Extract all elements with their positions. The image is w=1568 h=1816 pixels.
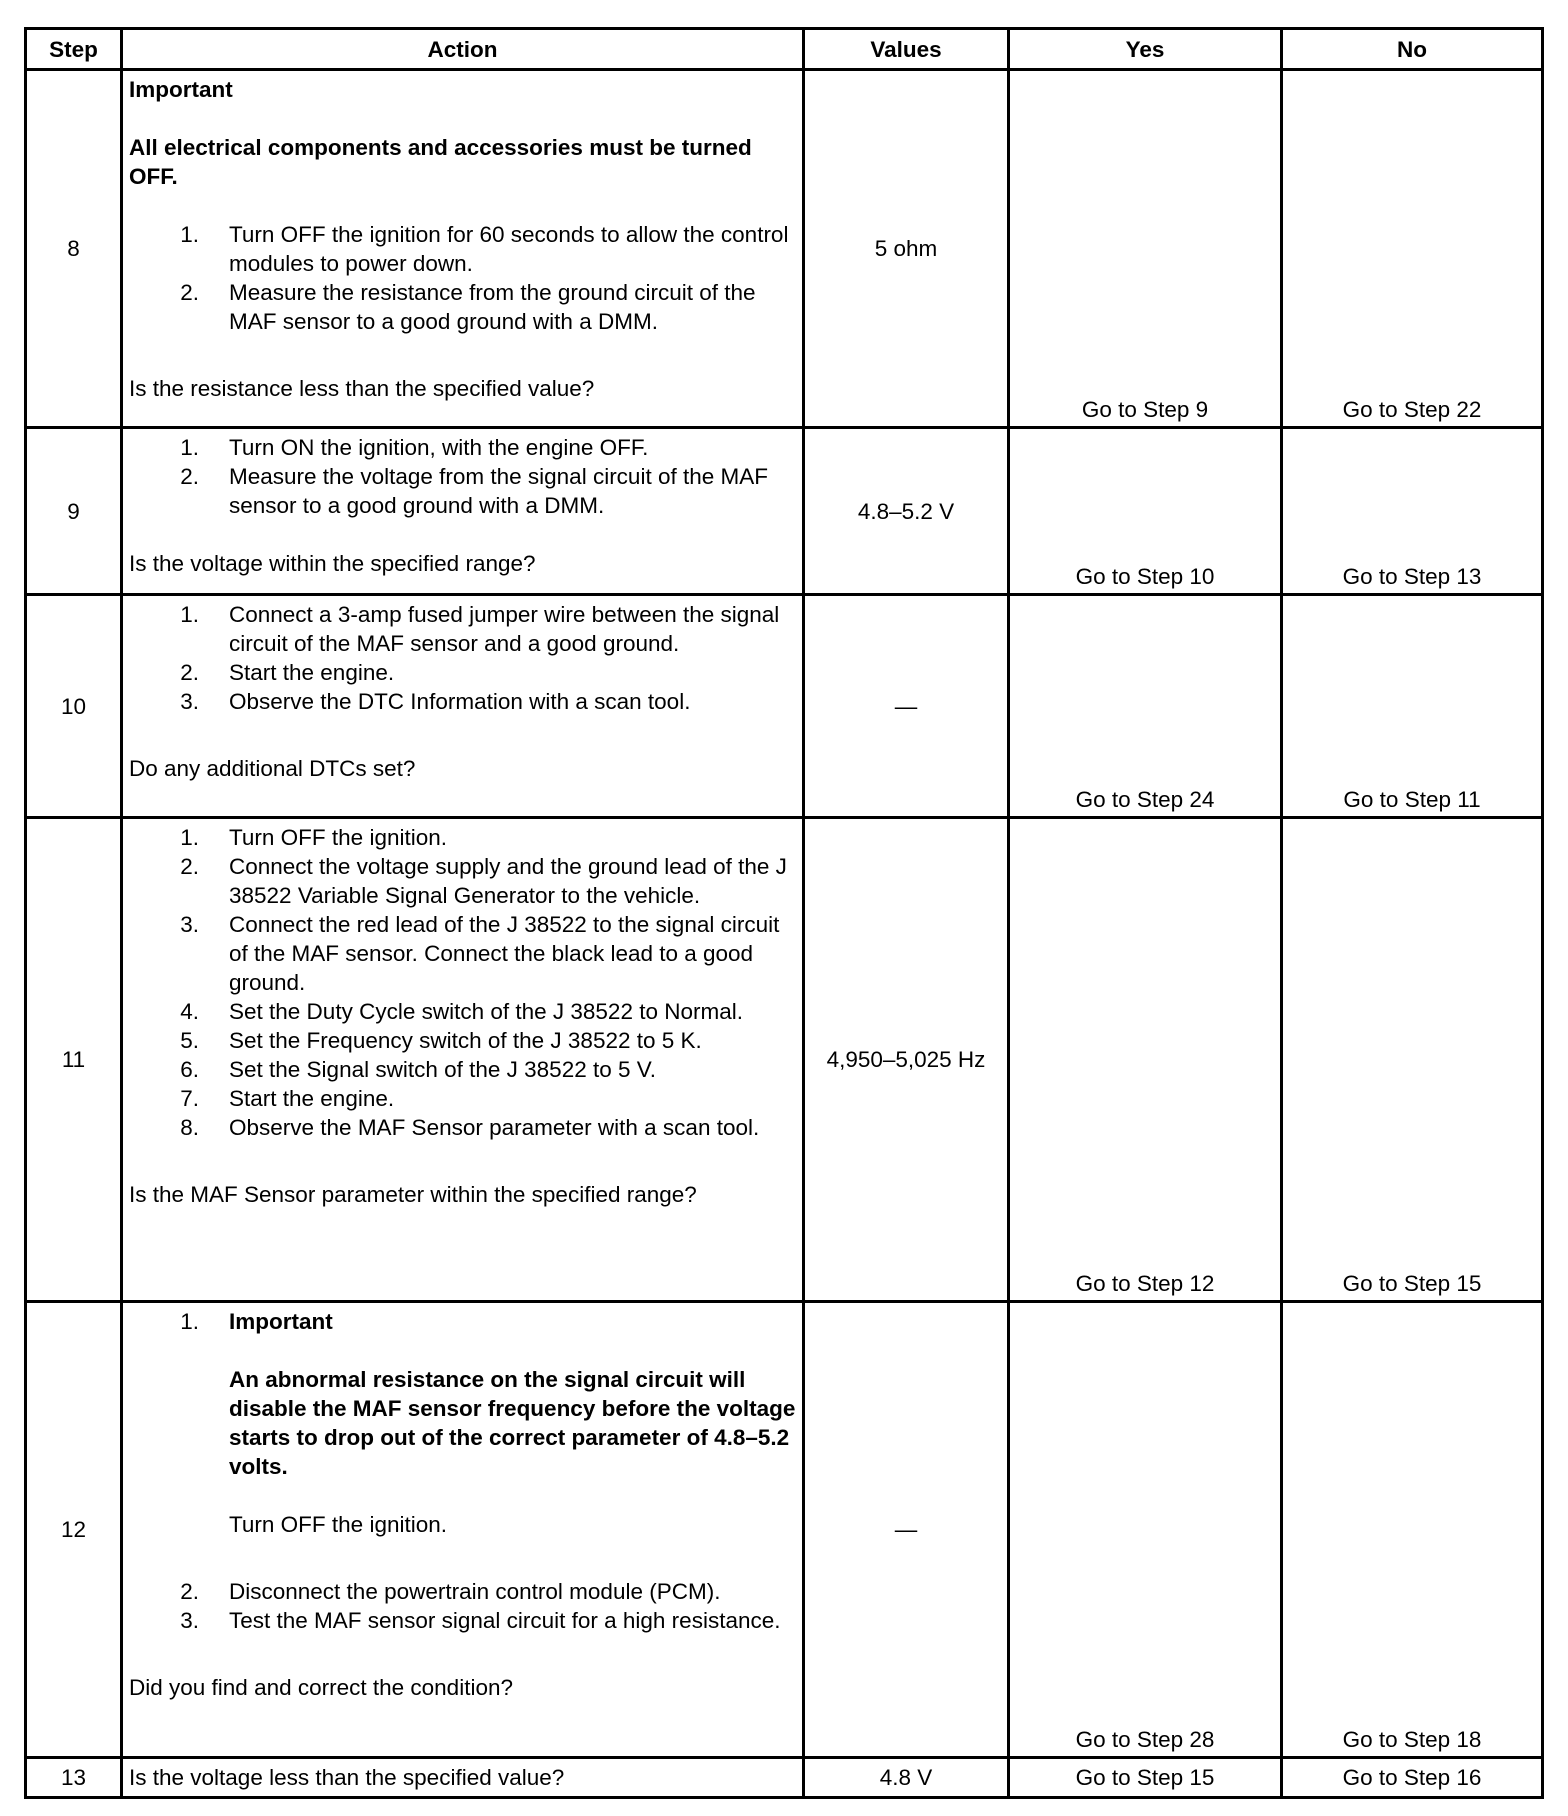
list-item <box>129 1026 796 1055</box>
value-cell: 5 ohm <box>804 70 1009 428</box>
item-number: 1. <box>180 1309 199 1334</box>
item-number: 1. <box>180 222 199 247</box>
important-notice: An abnormal resistance on the signal circuit will disable the MAF sensor frequency before the voltage starts to drop out of the correct parameter of 4.8–5.2 volts. <box>229 1367 796 1479</box>
item-text: Test the MAF sensor signal circuit for a high resistance. <box>229 1608 781 1633</box>
action-steps <box>129 1307 796 1635</box>
step-number: 9 <box>26 428 122 595</box>
list-item <box>129 1055 796 1084</box>
step-number: 12 <box>26 1302 122 1758</box>
item-number: 7. <box>180 1086 199 1111</box>
list-item <box>129 1606 796 1635</box>
item-text: Turn ON the ignition, with the engine OFF. <box>229 435 649 460</box>
step-number: 8 <box>26 70 122 428</box>
item-number: 1. <box>180 602 199 627</box>
action-cell <box>122 428 804 595</box>
list-item <box>129 1577 796 1606</box>
question-text: Did you find and correct the condition? <box>129 1675 513 1700</box>
item-text: Start the engine. <box>229 1086 395 1111</box>
item-text: Measure the voltage from the signal circuit of the MAF sensor to a good ground with a DMM. <box>229 464 768 518</box>
value-cell: — <box>804 595 1009 818</box>
item-text: Set the Signal switch of the J 38522 to 5 V. <box>229 1057 656 1082</box>
table-row-step-10 <box>26 595 1543 818</box>
table-row-step-13 <box>26 1758 1543 1798</box>
item-text: Connect the voltage supply and the ground lead of the J 38522 Variable Signal Generator to the vehicle. <box>229 854 787 908</box>
header-row <box>26 29 1543 70</box>
item-text: Connect the red lead of the J 38522 to the signal circuit of the MAF sensor. Connect the black lead to a good ground. <box>229 912 780 995</box>
important-notice: All electrical components and accessories must be turned OFF. <box>129 135 752 189</box>
table-row-step-12 <box>26 1302 1543 1758</box>
item-text: Measure the resistance from the ground circuit of the MAF sensor to a good ground with a DMM. <box>229 280 756 334</box>
list-item <box>129 278 796 336</box>
item-number: 3. <box>180 1608 199 1633</box>
question-text: Do any additional DTCs set? <box>129 756 416 781</box>
list-item <box>129 687 796 716</box>
question-text: Is the voltage less than the specified value? <box>122 1758 804 1798</box>
list-item <box>129 658 796 687</box>
item-text: Disconnect the powertrain control module (PCM). <box>229 1579 721 1604</box>
no-cell: Go to Step 16 <box>1282 1758 1543 1798</box>
list-item <box>129 852 796 910</box>
item-number: 1. <box>180 435 199 460</box>
no-cell: Go to Step 11 <box>1282 595 1543 818</box>
value-cell: 4.8–5.2 V <box>804 428 1009 595</box>
item-text: Set the Frequency switch of the J 38522 to 5 K. <box>229 1028 702 1053</box>
value-cell: 4.8 V <box>804 1758 1009 1798</box>
item-text: Start the engine. <box>229 660 395 685</box>
value-cell: — <box>804 1302 1009 1758</box>
action-steps <box>129 600 796 716</box>
list-item <box>129 910 796 997</box>
important-label: Important <box>129 77 233 102</box>
header-action: Action <box>122 29 804 70</box>
action-cell <box>122 1302 804 1758</box>
item-number: 3. <box>180 689 199 714</box>
table-row-step-8 <box>26 70 1543 428</box>
yes-cell: Go to Step 15 <box>1009 1758 1282 1798</box>
action-steps <box>129 433 796 520</box>
action-steps <box>129 823 796 1142</box>
item-text: Observe the DTC Information with a scan tool. <box>229 689 691 714</box>
item-text: Observe the MAF Sensor parameter with a scan tool. <box>229 1115 760 1140</box>
header-yes: Yes <box>1009 29 1282 70</box>
item-text: Turn OFF the ignition for 60 seconds to allow the control modules to power down. <box>229 222 789 276</box>
list-item <box>129 220 796 278</box>
list-item <box>129 1084 796 1113</box>
question-text: Is the MAF Sensor parameter within the specified range? <box>129 1182 697 1207</box>
yes-cell: Go to Step 9 <box>1009 70 1282 428</box>
list-item <box>129 997 796 1026</box>
item-number: 2. <box>180 280 199 305</box>
item-number: 2. <box>180 660 199 685</box>
yes-cell: Go to Step 12 <box>1009 818 1282 1302</box>
step-number: 13 <box>26 1758 122 1798</box>
list-item <box>129 433 796 462</box>
item-number: 2. <box>180 854 199 879</box>
action-cell <box>122 595 804 818</box>
item-number: 6. <box>180 1057 199 1082</box>
list-item <box>129 1113 796 1142</box>
header-values: Values <box>804 29 1009 70</box>
yes-cell: Go to Step 28 <box>1009 1302 1282 1758</box>
question-text: Is the voltage within the specified range? <box>129 551 536 576</box>
step-number: 10 <box>26 595 122 818</box>
action-cell <box>122 70 804 428</box>
list-item <box>129 600 796 658</box>
no-cell: Go to Step 13 <box>1282 428 1543 595</box>
table-row-step-9 <box>26 428 1543 595</box>
item-number: 3. <box>180 912 199 937</box>
no-cell: Go to Step 15 <box>1282 818 1543 1302</box>
item-number: 5. <box>180 1028 199 1053</box>
value-cell: 4,950–5,025 Hz <box>804 818 1009 1302</box>
list-item <box>129 462 796 520</box>
item-body <box>229 1307 796 1539</box>
no-cell: Go to Step 22 <box>1282 70 1543 428</box>
list-item <box>129 1307 796 1539</box>
list-item <box>129 823 796 852</box>
header-no: No <box>1282 29 1543 70</box>
header-step: Step <box>26 29 122 70</box>
item-number: 2. <box>180 464 199 489</box>
item-text: Turn OFF the ignition. <box>229 825 448 850</box>
item-text: Turn OFF the ignition. <box>229 1512 448 1537</box>
yes-cell: Go to Step 10 <box>1009 428 1282 595</box>
item-number: 4. <box>180 999 199 1024</box>
question-text: Is the resistance less than the specified value? <box>129 376 595 401</box>
diagnostic-table <box>24 27 1544 1799</box>
item-number: 8. <box>180 1115 199 1140</box>
item-number: 2. <box>180 1579 199 1604</box>
item-number: 1. <box>180 825 199 850</box>
table-row-step-11 <box>26 818 1543 1302</box>
action-cell <box>122 818 804 1302</box>
important-label: Important <box>229 1309 333 1334</box>
yes-cell: Go to Step 24 <box>1009 595 1282 818</box>
item-text: Set the Duty Cycle switch of the J 38522 to Normal. <box>229 999 743 1024</box>
no-cell: Go to Step 18 <box>1282 1302 1543 1758</box>
action-steps <box>129 220 796 336</box>
item-text: Connect a 3-amp fused jumper wire between the signal circuit of the MAF sensor and a good ground. <box>229 602 780 656</box>
step-number: 11 <box>26 818 122 1302</box>
